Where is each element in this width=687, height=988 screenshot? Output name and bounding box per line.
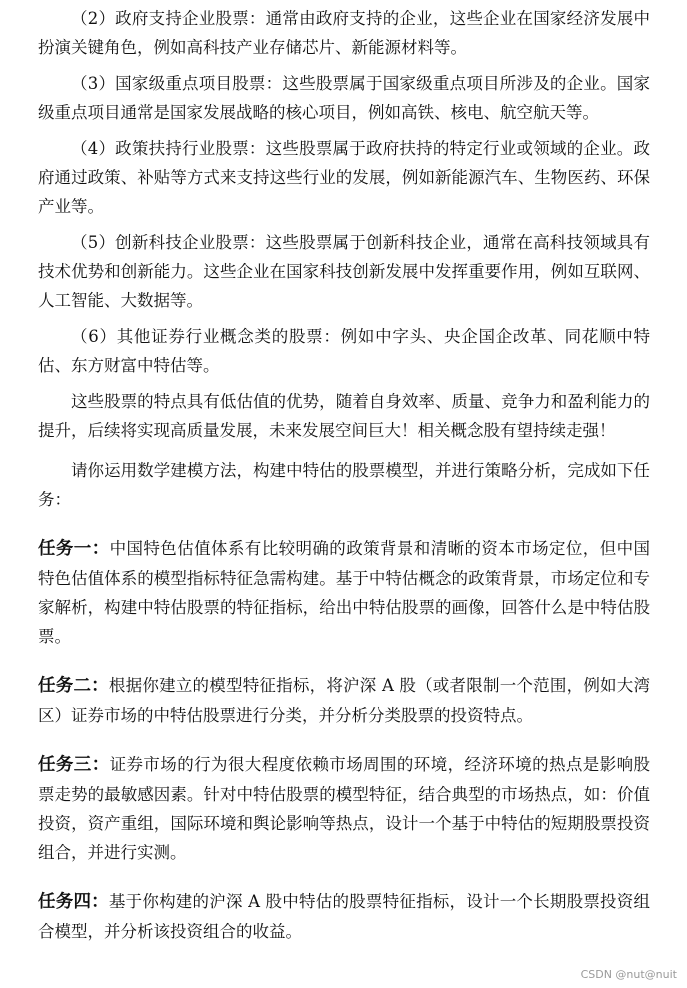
list-item-4 — [38, 134, 650, 221]
list-item-6 — [38, 322, 650, 380]
intro-paragraph: 请你运用数学建模方法，构建中特估的股票模型，并进行策略分析，完成如下任务： — [38, 461, 650, 509]
item-body: 例如中字头、央企国企改革、同花顺中特估、东方财富中特估等。 — [38, 327, 651, 375]
item-number: （3） — [71, 74, 116, 93]
summary-paragraph: 这些股票的特点具有低估值的优势，随着自身效率、质量、竞争力和盈利能力的提升，后续将实现高质量发展，未来发展空间巨大！相关概念股有望持续走强！ — [38, 392, 650, 440]
item-title: 国家级重点项目股票： — [115, 74, 283, 93]
task-text: 根据你建立的模型特征指标，将沪深 A 股（或者限制一个范围，例如大湾区）证券市场的中特估股票进行分类，并分析分类股票的投资特点。 — [38, 676, 651, 725]
task-1 — [38, 534, 650, 651]
item-title: 政府支持企业股票： — [115, 9, 266, 28]
item-title: 政策扶持行业股票： — [115, 139, 266, 158]
task-label: 任务一： — [38, 539, 110, 559]
item-body: 通常由政府支持的企业，这些企业在国家经济发展中扮演关键角色，例如高科技产业存储芯片、新能源材料等。 — [38, 9, 651, 57]
item-title: 其他证券行业概念类的股票： — [116, 327, 341, 346]
item-number: （5） — [71, 233, 116, 252]
item-title: 创新科技企业股票： — [115, 233, 266, 252]
item-number: （6） — [71, 327, 117, 346]
task-2 — [38, 671, 650, 730]
item-body: 这些股票属于政府扶持的特定行业或领域的企业。政府通过政策、补贴等方式来支持这些行业的发展，例如新能源汽车、生物医药、环保产业等。 — [38, 139, 651, 216]
item-body: 这些股票属于创新科技企业，通常在高科技领域具有技术优势和创新能力。这些企业在国家科技创新发展中发挥重要作用，例如互联网、人工智能、大数据等。 — [38, 233, 651, 310]
task-4 — [38, 887, 650, 946]
item-number: （2） — [71, 9, 116, 28]
item-body: 这些股票属于国家级重点项目所涉及的企业。国家级重点项目通常是国家发展战略的核心项目，例如高铁、核电、航空航天等。 — [38, 74, 651, 122]
task-label: 任务二： — [38, 676, 109, 696]
task-label: 任务三： — [38, 755, 110, 775]
task-label: 任务四： — [38, 892, 109, 912]
task-text: 中国特色估值体系有比较明确的政策背景和清晰的资本市场定位，但中国特色估值体系的模型指标特征急需构建。基于中特估概念的政策背景，市场定位和专家解析，构建中特估股票的特征指标，给出中特估股票的画像，回答什么是中特估股票。 — [38, 539, 651, 646]
document-page — [38, 4, 650, 946]
list-item-3 — [38, 69, 650, 127]
task-text: 基于你构建的沪深 A 股中特估的股票特征指标，设计一个长期股票投资组合模型，并分析该投资组合的收益。 — [38, 892, 651, 941]
task-3 — [38, 750, 650, 867]
csdn-watermark: CSDN @nut@nuit — [580, 968, 677, 981]
list-item-5 — [38, 228, 650, 315]
item-number: （4） — [71, 139, 116, 158]
task-text: 证券市场的行为很大程度依赖市场周围的环境，经济环境的热点是影响股票走势的最敏感因素。针对中特估股票的模型特征，结合典型的市场热点，如：价值投资，资产重组，国际环境和舆论影响等热点，设计一个基于中特估的短期股票投资组合，并进行实测。 — [38, 755, 651, 862]
list-item-2 — [38, 4, 650, 62]
